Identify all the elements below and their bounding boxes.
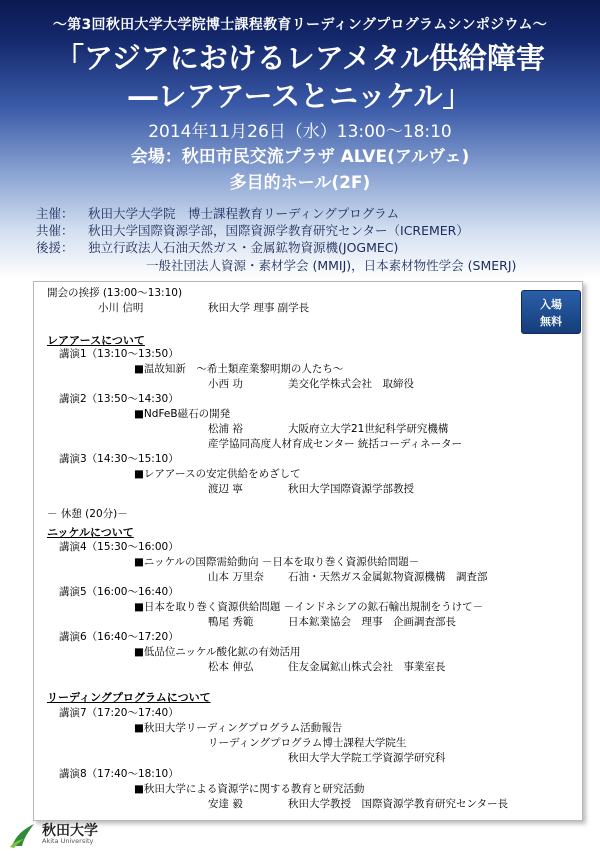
host-label: 主催： xyxy=(36,206,74,221)
akita-university-logo xyxy=(8,820,128,850)
venue-line-2: 多目的ホール(2F) xyxy=(229,173,371,193)
lecture-5-speaker: 鴨尾 秀範 xyxy=(208,616,254,628)
event-date: 2014年11月26日（水）13:00～18:10 xyxy=(148,122,452,142)
lecture-2-speaker: 松浦 裕 xyxy=(208,423,243,435)
badge-line-1: 入場 xyxy=(540,298,562,311)
opening-name: 小川 信明 xyxy=(98,302,144,314)
lecture-8-time: 講演8（17:40～18:10） xyxy=(59,768,179,780)
lecture-8-affiliation: 秋田大学教授 国際資源学教育研究センター長 xyxy=(288,798,509,810)
host-value: 秋田大学大学院 博士課程教育リーディングプログラム xyxy=(88,206,400,221)
lecture-2-time: 講演2（13:50～14:30） xyxy=(59,393,179,405)
lecture-4-speaker: 山本 万里奈 xyxy=(208,571,264,583)
support-value-2: 一般社団法人資源・素材学会 (MMIJ)，日本素材物性学会 (SMERJ) xyxy=(146,258,517,273)
lecture-1-speaker: 小西 功 xyxy=(208,378,243,390)
lecture-7-affiliation: 秋田大学大学院工学資源学研究科 xyxy=(288,752,446,764)
lecture-4-affiliation: 石油・天然ガス金属鉱物資源機構 調査部 xyxy=(288,571,488,583)
cohost-label: 共催： xyxy=(36,223,74,238)
lecture-4-time: 講演4（15:30～16:00） xyxy=(59,541,179,553)
program-box xyxy=(33,281,583,821)
badge-line-2: 無料 xyxy=(540,315,562,328)
lecture-3-affiliation: 秋田大学国際資源学部教授 xyxy=(288,483,414,495)
break-label: － 休憩 (20分)－ xyxy=(47,508,128,520)
cohost-value: 秋田大学国際資源学部，国際資源学教育研究センター（ICREMER） xyxy=(88,223,469,238)
lecture-4-title: ■ニッケルの国際需給動向 －日本を取り巻く資源供給問題－ xyxy=(134,556,420,568)
support-label: 後援： xyxy=(36,240,74,255)
support-value-1: 独立行政法人石油天然ガス・金属鉱物資源機(JOGMEC) xyxy=(88,240,399,255)
logo-name: 秋田大学 xyxy=(42,823,98,839)
venue-line-1: 会場：秋田市民交流プラザ ALVE(アルヴェ) xyxy=(130,147,470,167)
opening-affiliation: 秋田大学 理事 副学長 xyxy=(208,302,310,314)
lecture-5-time: 講演5（16:00～16:40） xyxy=(59,586,179,598)
lecture-1-title: ■温故知新 ～希土類産業黎明期の人たち～ xyxy=(134,363,344,375)
lecture-7-title: ■秋田大学リーディングプログラム活動報告 xyxy=(134,722,343,734)
lecture-1-time: 講演1（13:10～13:50） xyxy=(59,348,179,360)
section-rare-earth: レアアースについて xyxy=(47,334,145,347)
free-admission-badge xyxy=(521,290,581,334)
university-emblem-icon xyxy=(8,820,38,850)
lecture-6-time: 講演6（16:40～17:20） xyxy=(59,631,179,643)
lecture-3-speaker: 渡辺 寧 xyxy=(208,483,243,495)
lecture-3-title: ■レアアースの安定供給をめざして xyxy=(134,468,301,480)
lecture-8-title: ■秋田大学による資源学に関する教育と研究活動 xyxy=(134,783,365,795)
logo-subtext: Akita University xyxy=(42,837,94,845)
title-line-1: 「アジアにおけるレアメタル供給障害 xyxy=(54,41,546,75)
symposium-subtitle: ～第3回秋田大学大学院博士課程教育リーディングプログラムシンポジウム～ xyxy=(52,17,548,33)
lecture-6-speaker: 松本 伸弘 xyxy=(208,661,254,673)
lecture-5-affiliation: 日本鉱業協会 理事 企画調査部長 xyxy=(288,616,456,628)
title-line-2: ―レアアースとニッケル」 xyxy=(128,79,472,113)
lecture-8-speaker: 安達 毅 xyxy=(208,798,243,810)
section-leading-program: リーディングプログラムについて xyxy=(47,691,211,704)
lecture-6-title: ■低品位ニッケル酸化鉱の有効活用 xyxy=(134,646,301,658)
section-nickel: ニッケルについて xyxy=(47,526,134,539)
lecture-2-affiliation-1: 大阪府立大学21世紀科学研究機構 xyxy=(288,423,449,435)
lecture-2-affiliation-2: 産学協同高度人材育成センター 統括コーディネーター xyxy=(208,438,463,450)
lecture-3-time: 講演3（14:30～15:10） xyxy=(59,453,179,465)
opening-title: 開会の挨拶 (13:00～13:10) xyxy=(47,287,183,299)
lecture-7-time: 講演7（17:20～17:40） xyxy=(59,707,179,719)
lecture-7-speaker: リーディングプログラム博士課程大学院生 xyxy=(208,737,407,749)
lecture-6-affiliation: 住友金属鉱山株式会社 事業室長 xyxy=(288,661,446,673)
lecture-1-affiliation: 美交化学株式会社 取締役 xyxy=(288,378,414,390)
lecture-5-title: ■日本を取り巻く資源供給問題 －インドネシアの鉱石輸出規制をうけて－ xyxy=(134,601,484,613)
lecture-2-title: ■NdFeB磁石の開発 xyxy=(134,408,231,420)
